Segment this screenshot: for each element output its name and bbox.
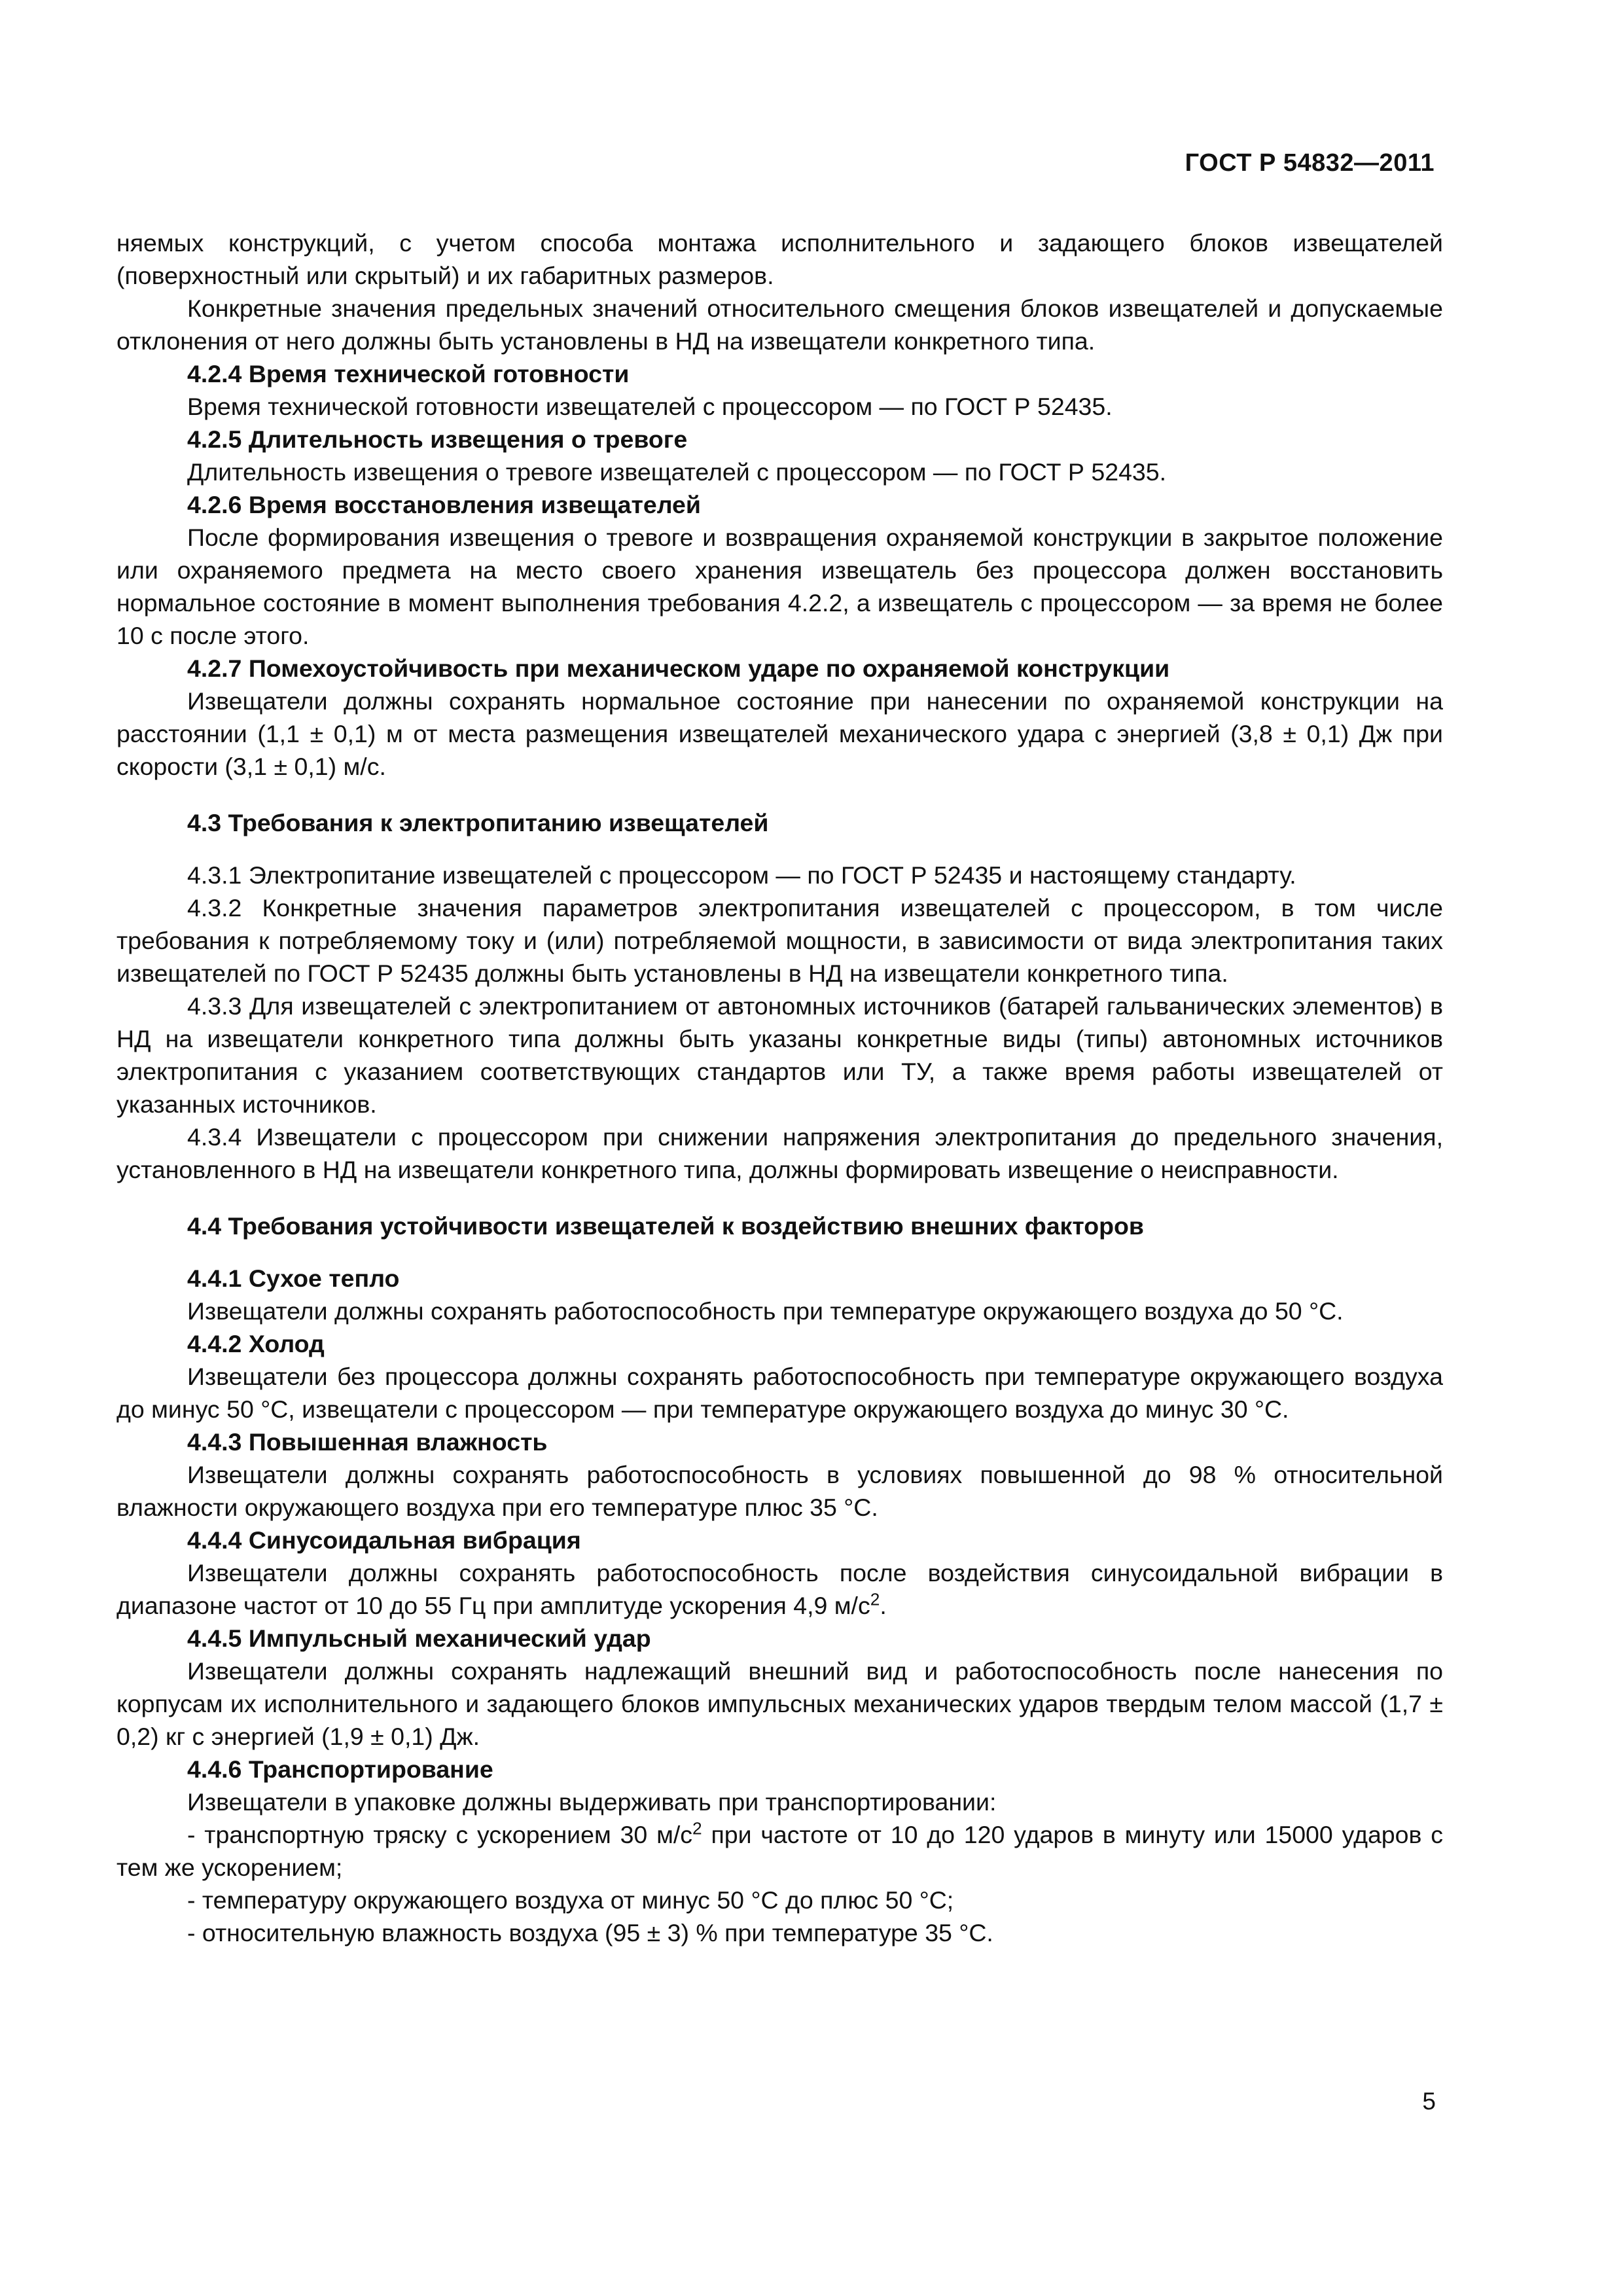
document-header-id: ГОСТ Р 54832—2011 [1185, 149, 1435, 177]
paragraph-text: 4.4.1 Сухое тепло [187, 1265, 400, 1292]
paragraph-text: 4.3.3 Для извещателей с электропитанием от автономных источников (батарей гальванических элементов) в НД на извещатели конкретного типа должны быть указаны конкретные виды (типы) автономных источников электропитания с указанием соответствующих стандартов или ТУ, а также время работы извещателей от указанных источников. [116, 992, 1443, 1118]
paragraph [116, 292, 1443, 357]
superscript: 2 [870, 1589, 880, 1609]
paragraph-text-tail: . [880, 1592, 887, 1619]
paragraph [116, 1458, 1443, 1524]
section-heading [116, 1210, 1443, 1242]
paragraph-text: 4.2.7 Помехоустойчивость при механическом ударе по охраняемой конструкции [187, 655, 1170, 682]
superscript: 2 [692, 1818, 702, 1839]
paragraph-text: - температуру окружающего воздуха от минус 50 °С до плюс 50 °С; [187, 1886, 954, 1914]
subsection-heading [116, 1327, 1443, 1360]
paragraph [116, 1785, 1443, 1818]
paragraph-text: Извещатели должны сохранять нормальное состояние при нанесении по охраняемой конструкции на расстоянии (1,1 ± 0,1) м от места размещения извещателей механического удара с энергией (3,8 ± 0,1) Дж при скорости (3,1 ± 0,1) м/с. [116, 687, 1443, 780]
paragraph [116, 390, 1443, 423]
page-number: 5 [1422, 2088, 1436, 2115]
paragraph-text: Извещатели должны сохранять работоспособность в условиях повышенной до 98 % относительной влажности окружающего воздуха при его температуре плюс 35 °С. [116, 1461, 1443, 1521]
paragraph-text-tail: при частоте от 10 до 120 ударов в минуту или 15000 ударов с тем же ускорением; [116, 1821, 1443, 1881]
paragraph [116, 1916, 1443, 1949]
paragraph-text: 4.4.6 Транспортирование [187, 1755, 493, 1783]
paragraph [116, 1655, 1443, 1753]
subsection-heading [116, 423, 1443, 456]
subsection-heading [116, 357, 1443, 390]
paragraph [116, 456, 1443, 488]
paragraph-text: - относительную влажность воздуха (95 ± 3) % при температуре 35 °С. [187, 1919, 993, 1946]
paragraph-text: Извещатели должны сохранять надлежащий внешний вид и работоспособность после нанесения по корпусам их исполнительного и задающего блоков импульсных механических ударов твердым телом массой (1,7 ± 0,2) кг с энергией (1,9 ± 0,1) Дж. [116, 1657, 1443, 1750]
subsection-heading [116, 1426, 1443, 1458]
paragraph-text: 4.4.2 Холод [187, 1330, 325, 1357]
paragraph [116, 685, 1443, 783]
paragraph [116, 1121, 1443, 1186]
subsection-heading [116, 1753, 1443, 1785]
paragraph [116, 1556, 1443, 1622]
paragraph [116, 891, 1443, 990]
paragraph-text: - транспортную тряску с ускорением 30 м/с [187, 1821, 693, 1848]
paragraph-text: Извещатели должны сохранять работоспособность при температуре окружающего воздуха до 50 °С. [187, 1297, 1344, 1325]
paragraph [116, 859, 1443, 891]
paragraph [116, 521, 1443, 652]
paragraph [116, 1360, 1443, 1426]
paragraph [116, 990, 1443, 1121]
paragraph-text: Извещатели без процессора должны сохранять работоспособность при температуре окружающего воздуха до минус 50 °С, извещатели с процессором — при температуре окружающего воздуха до минус 30 °С. [116, 1363, 1443, 1423]
paragraph-text: 4.4.3 Повышенная влажность [187, 1428, 548, 1456]
subsection-heading [116, 1262, 1443, 1295]
subsection-heading [116, 488, 1443, 521]
paragraph-text: Конкретные значения предельных значений относительного смещения блоков извещателей и допускаемые отклонения от него должны быть установлены в НД на извещатели конкретного типа. [116, 295, 1443, 355]
subsection-heading [116, 1622, 1443, 1655]
paragraph-text: 4.3.1 Электропитание извещателей с процессором — по ГОСТ Р 52435 и настоящему стандарту. [187, 861, 1296, 889]
paragraph-text: После формирования извещения о тревоге и возвращения охраняемой конструкции в закрытое положение или охраняемого предмета на место своего хранения извещатель без процессора должен восстановить нормальное состояние в момент выполнения требования 4.2.2, а извещатель с процессором — за время не более 10 с после этого. [116, 524, 1443, 649]
paragraph-text: 4.2.6 Время восстановления извещателей [187, 491, 701, 518]
document-body [116, 226, 1443, 1949]
paragraph-text: 4.4.4 Синусоидальная вибрация [187, 1526, 581, 1554]
paragraph-text: 4.2.4 Время технической готовности [187, 360, 630, 387]
paragraph-text: 4.3.2 Конкретные значения параметров электропитания извещателей с процессором, в том числе требования к потребляемому току и (или) потребляемой мощности, в зависимости от вида электропитания таких извещателей по ГОСТ Р 52435 должны быть установлены в НД на извещатели конкретного типа. [116, 894, 1443, 987]
paragraph [116, 1884, 1443, 1916]
paragraph-text: 4.4 Требования устойчивости извещателей к воздействию внешних факторов [187, 1212, 1144, 1240]
paragraph-text: 4.2.5 Длительность извещения о тревоге [187, 425, 688, 453]
paragraph-text: няемых конструкций, с учетом способа монтажа исполнительного и задающего блоков извещателей (поверхностный или скрытый) и их габаритных размеров. [116, 229, 1443, 289]
paragraph-text: 4.3 Требования к электропитанию извещателей [187, 809, 769, 836]
paragraph-text: Извещатели должны сохранять работоспособность после воздействия синусоидальной вибрации в диапазоне частот от 10 до 55 Гц при амплитуде ускорения 4,9 м/с [116, 1559, 1443, 1619]
paragraph [116, 226, 1443, 292]
subsection-heading [116, 1524, 1443, 1556]
paragraph [116, 1818, 1443, 1884]
paragraph-text: Извещатели в упаковке должны выдерживать при транспортировании: [187, 1788, 997, 1816]
subsection-heading [116, 652, 1443, 685]
paragraph-text: Длительность извещения о тревоге извещателей с процессором — по ГОСТ Р 52435. [187, 458, 1167, 486]
section-heading [116, 806, 1443, 839]
paragraph [116, 1295, 1443, 1327]
paragraph-text: 4.4.5 Импульсный механический удар [187, 1624, 651, 1652]
paragraph-text: Время технической готовности извещателей с процессором — по ГОСТ Р 52435. [187, 393, 1113, 420]
paragraph-text: 4.3.4 Извещатели с процессором при снижении напряжения электропитания до предельного значения, установленного в НД на извещатели конкретного типа, должны формировать извещение о неисправности. [116, 1123, 1443, 1183]
